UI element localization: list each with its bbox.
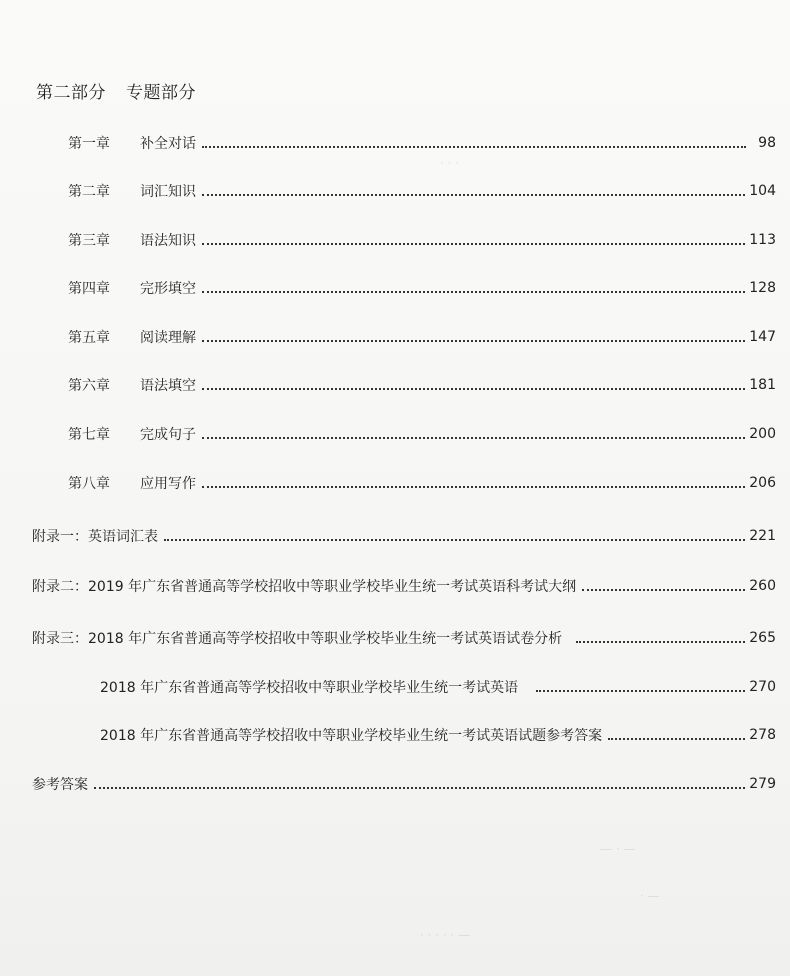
page-number: 221 — [749, 528, 776, 544]
page-number: 260 — [749, 578, 776, 594]
chapter-title: 应用写作 — [140, 476, 196, 492]
dot-leader — [576, 640, 745, 643]
section-name: 专题部分 — [126, 83, 196, 103]
chapter-label: 第三章 — [68, 233, 110, 249]
chapter-title: 阅读理解 — [140, 330, 196, 346]
page-number: 113 — [749, 232, 776, 248]
dot-leader — [202, 242, 745, 245]
bleed-through-mark: · · · — [440, 156, 460, 170]
dot-leader — [164, 538, 745, 541]
dot-leader — [202, 290, 745, 293]
toc-row-answers[interactable] — [32, 772, 776, 796]
dot-leader — [94, 786, 745, 789]
dot-leader — [202, 339, 745, 342]
chapter-label: 第七章 — [68, 427, 110, 443]
chapter-label: 第五章 — [68, 330, 110, 346]
toc-row-appendix-3-sub-1[interactable] — [100, 675, 776, 699]
page-number: 265 — [749, 630, 776, 646]
appendix-title: 附录二：2019 年广东省普通高等学校招收中等职业学校毕业生统一考试英语科考试大纲 — [32, 579, 577, 595]
page-number: 98 — [758, 135, 776, 151]
page-number: 270 — [749, 679, 776, 695]
chapter-title: 完成句子 — [140, 427, 196, 443]
chapter-title: 词汇知识 — [140, 184, 196, 200]
dot-leader — [582, 588, 745, 591]
appendix-subtitle: 2018 年广东省普通高等学校招收中等职业学校毕业生统一考试英语 — [100, 680, 519, 696]
page-number: 279 — [749, 776, 776, 792]
dot-leader — [202, 436, 745, 439]
page-number: 278 — [749, 727, 776, 743]
toc-row-chapter-4[interactable] — [68, 276, 776, 300]
section-part: 第二部分 — [36, 83, 106, 103]
toc-row-appendix-2[interactable] — [32, 574, 776, 598]
bleed-through-mark: · — — [640, 889, 660, 903]
page-number: 200 — [749, 426, 776, 442]
chapter-title: 语法知识 — [140, 233, 196, 249]
dot-leader — [202, 145, 746, 148]
page-number: 206 — [749, 475, 776, 491]
appendix-title: 附录三：2018 年广东省普通高等学校招收中等职业学校毕业生统一考试英语试卷分析 — [32, 631, 563, 647]
chapter-label: 第一章 — [68, 136, 110, 152]
toc-row-appendix-1[interactable] — [32, 524, 776, 548]
toc-row-chapter-7[interactable] — [68, 422, 776, 446]
dot-leader — [202, 387, 745, 390]
toc-row-appendix-3-sub-2[interactable] — [100, 723, 776, 747]
chapter-label: 第八章 — [68, 476, 110, 492]
toc-row-chapter-1[interactable] — [68, 131, 776, 155]
appendix-title: 附录一：英语词汇表 — [32, 529, 158, 545]
page-number: 147 — [749, 329, 776, 345]
toc-row-chapter-3[interactable] — [68, 228, 776, 252]
toc-row-chapter-8[interactable] — [68, 471, 776, 495]
section-heading — [36, 78, 196, 103]
bleed-through-mark: — · — — [600, 842, 636, 856]
page-number: 181 — [749, 377, 776, 393]
toc-row-appendix-3[interactable] — [32, 626, 776, 650]
dot-leader — [536, 689, 745, 692]
chapter-label: 第二章 — [68, 184, 110, 200]
dot-leader — [202, 485, 745, 488]
appendix-subtitle: 2018 年广东省普通高等学校招收中等职业学校毕业生统一考试英语试题参考答案 — [100, 728, 603, 744]
toc-row-chapter-2[interactable] — [68, 179, 776, 203]
chapter-label: 第四章 — [68, 281, 110, 297]
chapter-title: 语法填空 — [140, 378, 196, 394]
dot-leader — [608, 737, 745, 740]
page-number: 104 — [749, 183, 776, 199]
page-number: 128 — [749, 280, 776, 296]
chapter-title: 完形填空 — [140, 281, 196, 297]
chapter-title: 补全对话 — [140, 136, 196, 152]
answers-title: 参考答案 — [32, 777, 88, 793]
chapter-label: 第六章 — [68, 378, 110, 394]
toc-row-chapter-5[interactable] — [68, 325, 776, 349]
bleed-through-mark: · · · · · — — [420, 928, 471, 942]
dot-leader — [202, 193, 745, 196]
toc-row-chapter-6[interactable] — [68, 373, 776, 397]
